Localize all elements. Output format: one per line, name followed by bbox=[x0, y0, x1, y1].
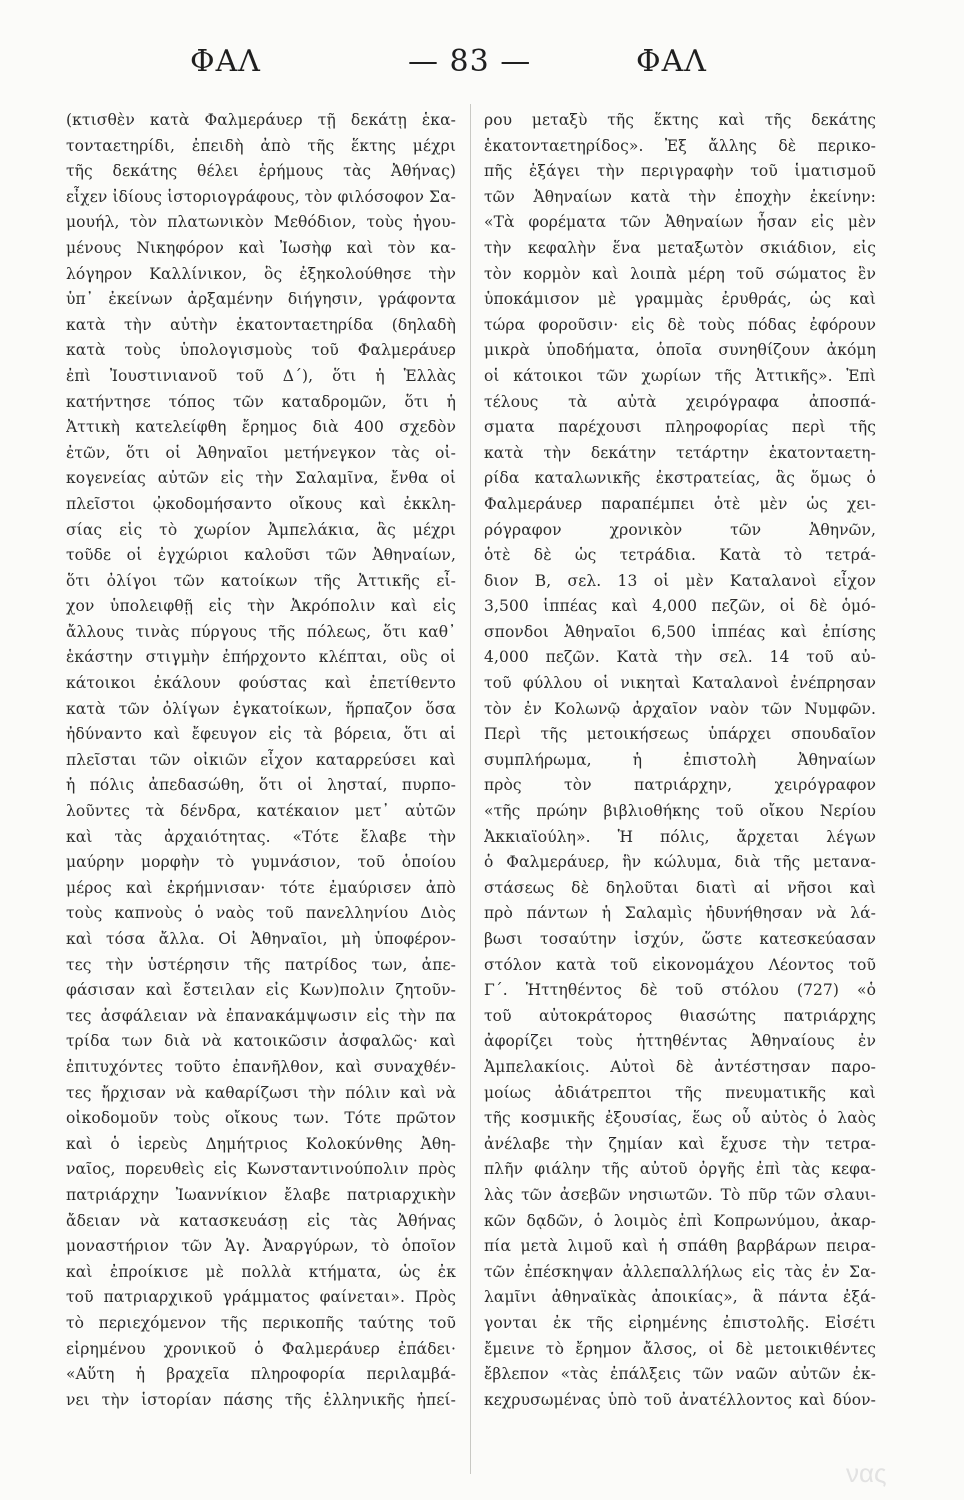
text-line: εἶχεν ἰδίους ἱστοριογράφους, τὸν φιλόσοφον Σα- bbox=[66, 187, 456, 206]
text-line: κογενείας αὐτῶν εἰς τὴν Σαλαμῖνα, ἔνθα οἱ bbox=[66, 469, 456, 488]
text-line: κατὰ τοὺς ὑπολογισμοὺς τοῦ Φαλμεράυερ bbox=[66, 341, 456, 360]
text-line: τες τὴν ὑστέρησιν τῆς πατρίδος των, ἀπε- bbox=[66, 955, 456, 974]
text-line: ἔβλεπον «τὰς ἐπάλξεις τῶν ναῶν αὐτῶν ἐκ- bbox=[484, 1365, 876, 1384]
text-line: πρὸ πάντων ἡ Σαλαμὶς ἠδυνήθησαν νὰ λά- bbox=[484, 904, 876, 923]
text-line: μέρος καὶ ἐκρήμνισαν· τότε ἐμαύρισεν ἀπὸ bbox=[66, 878, 456, 897]
text-line: οἱ κάτοικοι τῶν χωρίων τῆς Ἀττικῆς». Ἐπὶ bbox=[484, 366, 876, 385]
text-line: κάτοικοι ἐκάλουν φούστας καὶ ἐπετίθεντο bbox=[66, 674, 456, 693]
text-line: μένους Νικηφόρον καὶ Ἰωσὴφ καὶ τὸν κα- bbox=[66, 238, 456, 257]
text-line: βωσι τοσαύτην ἰσχύν, ὥστε κατεσκεύασαν bbox=[484, 930, 876, 948]
text-line: ἐτῶν, ὅτι οἱ Ἀθηναῖοι μετήνεγκον τὰς οἰ- bbox=[66, 443, 456, 462]
text-line: πῆς ἐξάγει τὴν περιγραφὴν τοῦ ἱματισμοῦ bbox=[484, 162, 876, 181]
text-line: ἡ πόλις ἀπεδασώθη, ὅτι οἱ λησταί, πυρπο- bbox=[66, 776, 456, 795]
text-line: «Τὰ φορέματα τῶν Ἀθηναίων ἦσαν εἰς μὲν bbox=[484, 213, 876, 232]
text-line: λόγηρον Καλλίνικον, ὃς ἐξηκολούθησε τὴν bbox=[66, 264, 456, 283]
text-line: ἐπὶ Ἰουστινιανοῦ τοῦ Δ΄), ὅτι ἡ Ἑλλὰς bbox=[66, 366, 456, 385]
text-line: κατὰ τὴν δεκάτην τετάρτην ἑκατονταετη- bbox=[484, 443, 876, 462]
text-line: τὸν ἐν Κολωνῷ ἀρχαῖον ναὸν τῶν Νυμφῶν. bbox=[484, 699, 876, 718]
text-line: ἔμεινε τὸ ἔρημον ἄλσος, οἱ δὲ μετοικιθέντες bbox=[484, 1339, 876, 1358]
text-line: ναῖος, πορευθεὶς εἰς Κωνσταντινούπολιν πρὸς bbox=[66, 1160, 456, 1179]
text-line: κατήντησε τόπος τῶν καταδρομῶν, ὅτι ἡ bbox=[66, 392, 456, 411]
header-right-keyword: ΦΑΛ bbox=[636, 44, 707, 79]
text-line: πία μετὰ λιμοῦ καὶ ἡ σπάθη βαρβάρων πειρα- bbox=[484, 1237, 876, 1256]
text-line: 3,500 ἱππέας καὶ 4,000 πεζῶν, οἱ δὲ ὁμό- bbox=[484, 597, 876, 616]
text-line: ἠδύναντο καὶ ἔφευγον εἰς τὰ βόρεια, ὅτι αἱ bbox=[66, 725, 456, 744]
text-line: πλῆν φιάλην τῆς αὐτοῦ ὀργῆς ἐπὶ τὰς κεφα- bbox=[484, 1160, 876, 1179]
text-line: 4,000 πεζῶν. Κατὰ τὴν σελ. 14 τοῦ αὐ- bbox=[484, 648, 876, 667]
text-line: Ἀκκιαϊούλη». Ἡ πόλις, ἄρχεται λέγων bbox=[484, 827, 876, 846]
text-line: Περὶ τῆς μετοικήσεως ὑπάρχει σπουδαῖον bbox=[484, 725, 876, 744]
text-line: κεχρυσωμένας ὑπὸ τοῦ ἀνατέλλοντος καὶ δύον- bbox=[484, 1390, 876, 1409]
text-line: τες ἀσφάλειαν νὰ ἐπανακάμψωσιν εἰς τὴν πα bbox=[66, 1006, 456, 1025]
text-line: Ἀττικὴ κατελείφθη ἔρημος διὰ 400 σχεδὸν bbox=[66, 418, 456, 437]
text-line: «τῆς πρώην βιβλιοθήκης τοῦ οἴκου Νερίου bbox=[484, 802, 876, 821]
text-line: φάσισαν καὶ ἔστειλαν εἰς Κων)πολιν ζητοῦν- bbox=[66, 981, 456, 1000]
text-line: τοὺς καπνοὺς ὁ ναὸς τοῦ πανελληνίου Διὸς bbox=[66, 904, 456, 923]
text-line: πατριάρχην Ἰωαννίκιον ἔλαβε πατριαρχικὴν bbox=[66, 1185, 456, 1204]
text-line: κῶν δᾳδῶν, ὁ λοιμὸς ἐπὶ Κοπρωνύμου, ἀκαρ- bbox=[484, 1211, 876, 1230]
text-line: πρὸς τὸν πατριάρχην, χειρόγραφον bbox=[484, 776, 876, 795]
text-line: τὸ περιεχόμενον τῆς περικοπῆς ταύτης τοῦ bbox=[66, 1313, 456, 1332]
text-line: χον ὑπολειφθῇ εἰς τὴν Ἀκρόπολιν καὶ εἰς bbox=[66, 597, 456, 616]
text-line: τοῦ αὐτοκράτορος θιασώτης πατριάρχης bbox=[484, 1006, 876, 1025]
text-line: στάσεως δὲ δηλοῦται διατὶ αἱ νῆσοι καὶ bbox=[484, 878, 876, 897]
text-line: καὶ τὰς ἀρχαιότητας. «Τότε ἔλαβε τὴν bbox=[66, 827, 456, 846]
text-line: γονται ἐκ τῆς εἰρημένης ἐπιστολῆς. Εἰσέτι bbox=[484, 1313, 876, 1332]
text-line: καὶ τόσα ἄλλα. Οἱ Ἀθηναῖοι, μὴ ὑποφέρον- bbox=[66, 930, 456, 948]
watermark-text: νας bbox=[846, 1458, 887, 1488]
text-line: σπονδοι Ἀθηναῖοι 6,500 ἱππέας καὶ ἐπίσης bbox=[484, 622, 876, 641]
header-left-keyword: ΦΑΛ bbox=[190, 44, 261, 79]
text-line: μοναστήριον τῶν Ἁγ. Ἀναργύρων, τὸ ὁποῖον bbox=[66, 1237, 456, 1256]
text-line: διον Β, σελ. 13 οἱ μὲν Καταλανοὶ εἶχον bbox=[484, 571, 876, 590]
text-line: εἰρημένου χρονικοῦ ὁ Φαλμεράυερ ἐπάδει· bbox=[66, 1339, 456, 1358]
text-line: τῶν Ἀθηναίων κατὰ τὴν ἐποχὴν ἐκείνην: bbox=[484, 187, 876, 206]
text-line: Φαλμεράυερ παραπέμπει ὁτὲ μὲν ὡς χει- bbox=[484, 494, 876, 513]
text-line: ἄδειαν νὰ κατασκευάσῃ εἰς τὰς Ἀθήνας bbox=[66, 1211, 456, 1230]
text-line: ἄλλους τινὰς πύργους τῆς πόλεως, ὅτι καθ᾿ bbox=[66, 622, 456, 641]
text-line: τρίδα των διὰ νὰ κατοικῶσιν ἀσφαλῶς· καὶ bbox=[66, 1032, 456, 1051]
right-text-column bbox=[484, 108, 876, 1413]
text-line: (κτισθὲν κατὰ Φαλμεράυερ τῇ δεκάτῃ ἑκα- bbox=[66, 111, 456, 129]
text-line: «Αὕτη ἡ βραχεῖα πληροφορία περιλαμβά- bbox=[66, 1365, 456, 1384]
text-line: ὁ Φαλμεράυερ, ἣν κώλυμα, διὰ τῆς μετανα- bbox=[484, 853, 876, 872]
text-line: μοίως ἀδιάτρεπτοι τῆς πνευματικῆς καὶ bbox=[484, 1083, 876, 1102]
text-line: στόλον κατὰ τοῦ εἰκονομάχου Λέοντος τοῦ bbox=[484, 955, 876, 974]
text-line: τες ἤρχισαν νὰ καθαρίζωσι τὴν πόλιν καὶ νὰ bbox=[66, 1083, 456, 1102]
text-line: τοῦ πατριαρχικοῦ γράμματος φαίνεται». Πρὸς bbox=[66, 1288, 456, 1307]
text-line: πλεῖσται τῶν οἰκιῶν εἶχον καταρρεύσει καὶ bbox=[66, 750, 456, 769]
text-line: ὅτι ὀλίγοι τῶν κατοίκων τῆς Ἀττικῆς εἶ- bbox=[66, 571, 456, 590]
left-text-column bbox=[66, 108, 456, 1413]
text-line: λαμῖνι ἀθηναϊκὰς ἀποικίας», ἃ πάντα ἐξά- bbox=[484, 1288, 876, 1307]
text-line: τὴν κεφαλὴν ἕνα μεταξωτὸν σκιάδιον, εἰς bbox=[484, 238, 876, 257]
text-line: μικρὰ ὑποδήματα, ὁποῖα συνηθίζουν ἀκόμη bbox=[484, 341, 876, 360]
text-line: Γ΄. Ἡττηθέντος δὲ τοῦ στόλου (727) «ὁ bbox=[484, 981, 876, 1000]
text-line: ὁτὲ δὲ ὡς τετράδια. Κατὰ τὸ τετρά- bbox=[484, 546, 876, 565]
text-line: συμπλήρωμα, ἡ ἐπιστολὴ Ἀθηναίων bbox=[484, 750, 876, 769]
text-line: σματα παρέχουσι πληροφορίας περὶ τῆς bbox=[484, 418, 876, 437]
text-line: τοῦδε οἱ ἐγχώριοι καλοῦσι τῶν Ἀθηναίων, bbox=[66, 546, 456, 565]
text-line: τὸν κορμὸν καὶ λοιπὰ μέρη τοῦ σώματος ἓν bbox=[484, 264, 876, 283]
text-line: ἀνέλαβε τὴν ζημίαν καὶ ἔχυσε τὴν τετρα- bbox=[484, 1134, 876, 1153]
text-line: λὰς τῶν ἀσεβῶν νησιωτῶν. Τὸ πῦρ τῶν σλαυι- bbox=[484, 1185, 876, 1204]
text-line: Ἀμπελακίοις. Αὐτοὶ δὲ ἀντέστησαν παρο- bbox=[484, 1057, 876, 1076]
text-line: τῶν ἐπέσκηψαν ἀλλεπαλλήλως εἰς τὰς ἐν Σα- bbox=[484, 1262, 876, 1281]
text-line: μαύρην μορφὴν τὸ γυμνάσιον, τοῦ ὁποίου bbox=[66, 853, 456, 872]
text-line: καὶ ἐπροίκισε μὲ πολλὰ κτήματα, ὡς ἐκ bbox=[66, 1262, 456, 1281]
page-number: — 83 — bbox=[408, 44, 532, 79]
text-line: κατὰ τὴν αὐτὴν ἑκατονταετηρίδα (δηλαδὴ bbox=[66, 315, 456, 334]
text-line: ἑκάστην στιγμὴν ἐπήρχοντο κλέπται, οὓς οἱ bbox=[66, 648, 456, 667]
text-line: ρου μεταξὺ τῆς ἕκτης καὶ τῆς δεκάτης bbox=[484, 111, 876, 129]
text-line: ἀφορίζει τοὺς ἡττηθέντας Ἀθηναίους ἐν bbox=[484, 1032, 876, 1051]
text-line: τῆς δεκάτης θέλει ἐρήμους τὰς Ἀθήνας) bbox=[66, 162, 456, 181]
text-line: τοῦ φύλλου οἱ νικηταὶ Καταλανοὶ ἐνέπρησαν bbox=[484, 674, 876, 693]
page-header bbox=[0, 44, 964, 94]
text-line: τῆς κοσμικῆς ἐξουσίας, ἕως οὗ αὐτὸς ὁ λαὸς bbox=[484, 1109, 876, 1128]
text-line: σίας εἰς τὸ χωρίον Ἀμπελάκια, ἃς μέχρι bbox=[66, 520, 456, 539]
text-line: ρόγραφον χρονικὸν τῶν Ἀθηνῶν, bbox=[484, 520, 876, 539]
text-line: ὑποκάμισον μὲ γραμμὰς ἐρυθράς, ὡς καὶ bbox=[484, 290, 876, 309]
text-line: νει τὴν ἱστορίαν πάσης τῆς ἑλληνικῆς ἠπεί- bbox=[66, 1390, 456, 1409]
text-line: οἰκοδομοῦν τοὺς οἴκους των. Τότε πρῶτον bbox=[66, 1109, 456, 1128]
text-line: τέλους τὰ αὐτὰ χειρόγραφα ἀποσπά- bbox=[484, 392, 876, 411]
text-line: μουήλ, τὸν πλατωνικὸν Μεθόδιον, τοὺς ἡγου- bbox=[66, 213, 456, 232]
text-line: κατὰ τῶν ὀλίγων ἐγκατοίκων, ἥρπαζον ὅσα bbox=[66, 699, 456, 718]
text-line: καὶ ὁ ἱερεὺς Δημήτριος Κολοκύνθης Ἀθη- bbox=[66, 1134, 456, 1153]
text-line: ἐπιτυχόντες τοῦτο ἐπανῆλθον, καὶ συναχθέν- bbox=[66, 1057, 456, 1076]
text-line: ἑκατονταετηρίδος». Ἐξ ἄλλης δὲ περικο- bbox=[484, 136, 876, 155]
text-line: τονταετηρίδι, ἐπειδὴ ἀπὸ τῆς ἕκτης μέχρι bbox=[66, 136, 456, 155]
text-line: λοῦντες τὰ δένδρα, κατέκαιον μετ᾿ αὐτῶν bbox=[66, 802, 456, 821]
text-line: ρίδα καταλωνικῆς ἐκστρατείας, ἃς ὅμως ὁ bbox=[484, 469, 876, 488]
text-line: τώρα φοροῦσιν· εἰς δὲ τοὺς πόδας ἐφόρουν bbox=[484, 315, 876, 334]
text-line: πλεῖστοι ᾠκοδομήσαντο οἴκους καὶ ἐκκλη- bbox=[66, 494, 456, 513]
text-line: ὑπ᾿ ἐκείνων ἀρξαμένην διήγησιν, γράφοντα bbox=[66, 290, 456, 309]
column-divider bbox=[470, 104, 471, 1474]
